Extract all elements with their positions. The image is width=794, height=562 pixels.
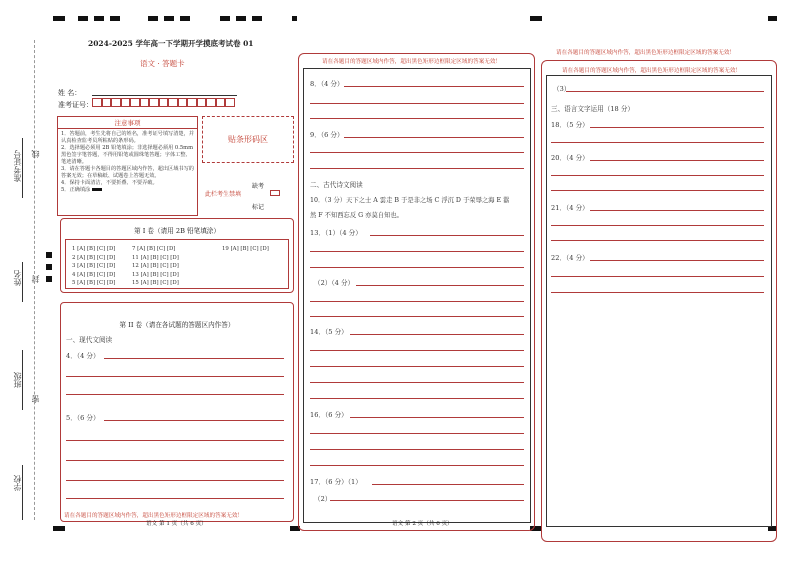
answer-line (551, 225, 764, 226)
page-title: 2024-2025 学年高一下学期开学摸底考试卷 01 (88, 39, 254, 48)
part1-box (60, 218, 294, 293)
side-label-mi: 密 (31, 395, 40, 403)
missing-exam-label: 此栏考生禁填 (205, 191, 242, 198)
answer-line (551, 292, 764, 293)
question-17-1: 17．（6 分）（1） (310, 478, 362, 486)
answer-line (66, 394, 284, 395)
answer-line (370, 235, 524, 236)
warning-text: 请在各题目的答题区域内作答，超出黑色矩形边框限定区域的答案无效！ (322, 59, 502, 65)
choice-row[interactable]: 12 [A] [B] [C] [D] (132, 263, 179, 269)
exam-no-label: 准考证号： (58, 101, 93, 109)
timing-mark (46, 264, 52, 270)
timing-mark (236, 16, 246, 21)
question-9: 9．（6 分） (310, 131, 344, 139)
answer-line (372, 484, 524, 485)
answer-line (344, 86, 524, 87)
answer-line (310, 316, 524, 317)
choice-row[interactable]: 15 [A] [B] [C] [D] (132, 280, 179, 286)
answer-line (310, 449, 524, 450)
answer-line (350, 417, 524, 418)
fill-sample (92, 188, 102, 191)
answer-line (104, 420, 284, 421)
part2-title: 第 II 卷（请在各试题的答题区内作答） (119, 321, 235, 329)
exam-no-grid[interactable] (92, 98, 235, 107)
answer-line (590, 127, 764, 128)
timing-mark (292, 16, 297, 21)
answer-line (310, 301, 524, 302)
choice-row[interactable]: 2 [A] [B] [C] [D] (72, 254, 116, 261)
answer-line (310, 366, 524, 367)
answer-line (590, 260, 764, 261)
answer-line (310, 118, 524, 119)
answer-line (551, 240, 764, 241)
question-4: 4．（4 分） (66, 352, 100, 360)
timing-mark (94, 16, 104, 21)
notes-item: 5．正确填涂 (61, 187, 91, 193)
timing-mark (78, 16, 88, 21)
timing-mark (768, 16, 777, 21)
question-22: 22．（4 分） (551, 254, 589, 262)
warning-text: 请在各题目的答题区域内作答，超出黑色矩形边框限定区域的答案无效！ (562, 68, 742, 74)
timing-mark (53, 526, 65, 531)
question-5: 5．（6 分） (66, 414, 100, 422)
answer-line (310, 465, 524, 466)
question-13-1: 13．（1）（4 分） (310, 229, 362, 237)
timing-mark (164, 16, 174, 21)
section-3-heading: 三、语言文字运用（18 分） (551, 105, 635, 113)
side-label-name: 姓名 (13, 270, 22, 286)
answer-line (310, 267, 524, 268)
choice-row[interactable]: 5 [A] [B] [C] [D] (72, 280, 116, 286)
side-label-feng: 封 (31, 275, 40, 283)
answer-line (310, 152, 524, 153)
side-label-class: 班级 (13, 372, 22, 388)
answer-line (344, 137, 524, 138)
choice-row[interactable]: 4 [A] [B] [C] [D] (72, 271, 116, 278)
notes-item: 4．保持卡面清洁，不要折叠、不要弄破。 (61, 180, 158, 186)
notes-box (57, 116, 198, 216)
question-13-2: （2）（4 分） (314, 279, 355, 287)
choice-row[interactable]: 3 [A] [B] [C] [D] (72, 263, 116, 269)
side-underline (22, 465, 23, 520)
question-18: 18．（5 分） (551, 121, 589, 129)
name-label: 姓 名： (58, 89, 82, 97)
question-14: 14．（5 分） (310, 328, 348, 336)
notes-item: 2．选择题必须用 2B 铅笔填涂；非选择题必须用 0.5mm 黑色签字笔答题，不得用铅笔或圆珠笔答题；字体工整、笔迹清晰。 (61, 145, 194, 165)
answer-line (356, 285, 524, 286)
answer-line (551, 190, 764, 191)
timing-mark (53, 16, 65, 21)
side-label-xian: 线 (31, 150, 40, 158)
answer-line (104, 358, 284, 359)
choice-row[interactable]: 11 [A] [B] [C] [D] (132, 254, 179, 261)
answer-line (66, 440, 284, 441)
answer-line (590, 210, 764, 211)
choice-row[interactable]: 1 [A] [B] [C] [D] (72, 246, 116, 252)
section-2-heading: 二、古代诗文阅读 (310, 181, 363, 189)
answer-line (66, 498, 284, 499)
missing-exam-line2: 标记 (252, 204, 265, 211)
question-8: 8．（4 分） (310, 80, 344, 88)
answer-line (310, 433, 524, 434)
missing-exam-checkbox[interactable] (270, 190, 280, 196)
question-16: 16．（6 分） (310, 411, 348, 419)
timing-mark (148, 16, 158, 21)
page-footer: 语文 第 2 页（共 6 页） (392, 521, 453, 527)
answer-line (310, 398, 524, 399)
barcode-area (202, 116, 294, 163)
name-field[interactable] (92, 95, 237, 96)
side-underline (22, 262, 23, 302)
answer-line (330, 500, 524, 501)
choice-row[interactable]: 13 [A] [B] [C] [D] (132, 271, 179, 278)
answer-line (310, 382, 524, 383)
notes-item: 3．请在答题卡各题目的答题区域内作答，超出区域书写的答案无效；在草稿纸、试题卷上答题无效。 (61, 166, 194, 179)
answer-line (551, 276, 764, 277)
answer-line (310, 103, 524, 104)
timing-mark (180, 16, 190, 21)
answer-line (566, 91, 764, 92)
timing-mark (530, 16, 542, 21)
answer-line (350, 334, 524, 335)
question-17-2: （2） (314, 495, 332, 503)
choice-row[interactable]: 7 [A] [B] [C] [D] (132, 246, 176, 252)
missing-exam-box (202, 172, 294, 212)
timing-mark (110, 16, 120, 21)
notes-title: 注意事项 (58, 117, 197, 129)
part1-title: 第 I 卷（请用 2B 铅笔填涂） (134, 227, 220, 235)
answer-line (590, 160, 764, 161)
answer-line (310, 251, 524, 252)
missing-exam-line1: 缺考 (252, 183, 265, 190)
section-1-heading: 一、现代文阅读 (66, 336, 113, 344)
question-10: 10．（3 分）天下之士 A 雲走 B 于是非之场 C 浮沉 D 于荣辱之海 E 嚣 (310, 197, 510, 204)
timing-mark (46, 252, 52, 258)
timing-mark (46, 276, 52, 282)
timing-mark (252, 16, 262, 21)
question-10-cont: 然 F 不知西忘反 G 亦莫自知也。 (310, 212, 403, 219)
warning-text: 请在各题目的答题区域内作答，超出黑色矩形边框限定区域的答案无效！ (556, 50, 736, 56)
warning-text: 请在各题目的答题区域内作答，超出黑色矩形边框限定区域的答案无效！ (64, 513, 244, 519)
timing-mark (220, 16, 230, 21)
answer-line (310, 168, 524, 169)
notes-item: 1．答题前，考生先将自己的姓名，准考证号填写清楚，并认真检查监考员所粘贴的条形码。 (61, 131, 194, 144)
answer-line (66, 460, 284, 461)
side-underline (22, 350, 23, 410)
answer-line (310, 350, 524, 351)
side-label-exam-no: 准考证号 (13, 150, 22, 182)
answer-line (551, 142, 764, 143)
answer-line (66, 376, 284, 377)
side-label-school: 学校 (13, 475, 22, 491)
answer-line (551, 175, 764, 176)
barcode-label: 贴条形码区 (228, 135, 268, 144)
choice-row[interactable]: 19 [A] [B] [C] [D] (222, 246, 269, 252)
page-subtitle: 语文 · 答题卡 (140, 59, 185, 68)
side-underline (22, 138, 23, 198)
page-footer: 语文 第 1 页（共 6 页） (146, 521, 207, 527)
question-3-cont: （3） (553, 85, 571, 93)
question-20: 20．（4 分） (551, 154, 589, 162)
answer-line (66, 480, 284, 481)
question-21: 21．（4 分） (551, 204, 589, 212)
